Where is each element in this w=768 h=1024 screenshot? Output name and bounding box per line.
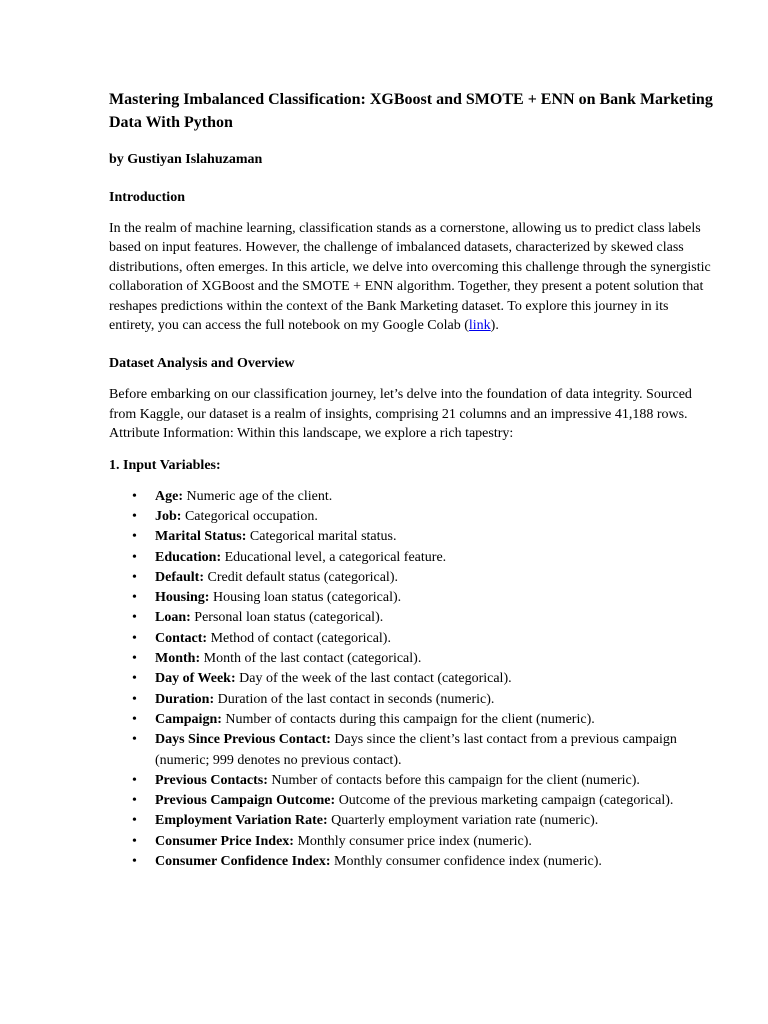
variable-description: Educational level, a categorical feature. bbox=[221, 549, 447, 565]
variable-description: Number of contacts before this campaign for the client (numeric). bbox=[267, 772, 640, 788]
variable-description: Personal loan status (categorical). bbox=[190, 610, 384, 626]
variable-term: Education: bbox=[155, 549, 222, 565]
variable-term: Default: bbox=[155, 569, 204, 585]
bullet-icon: • bbox=[132, 813, 137, 829]
introduction-paragraph bbox=[109, 219, 713, 335]
bullet-icon: • bbox=[132, 590, 137, 606]
variable-description: Number of contacts during this campaign for the client (numeric). bbox=[221, 711, 595, 727]
list-item bbox=[109, 690, 713, 710]
variable-term: Employment Variation Rate: bbox=[155, 813, 328, 829]
introduction-text-end: ). bbox=[490, 318, 499, 334]
variable-description: Month of the last contact (categorical). bbox=[200, 651, 422, 667]
bullet-icon: • bbox=[132, 569, 137, 585]
variable-description: Duration of the last contact in seconds (numeric). bbox=[214, 691, 495, 707]
variable-description: Credit default status (categorical). bbox=[204, 569, 398, 585]
bullet-icon: • bbox=[132, 488, 137, 504]
bullet-icon: • bbox=[132, 793, 137, 809]
list-item bbox=[109, 811, 713, 831]
bullet-icon: • bbox=[132, 549, 137, 565]
variable-term: Loan: bbox=[155, 610, 191, 626]
variable-description: Categorical occupation. bbox=[181, 508, 318, 524]
author-byline: by Gustiyan Islahuzaman bbox=[109, 152, 263, 167]
variable-description: Monthly consumer confidence index (numeric). bbox=[330, 854, 602, 869]
bullet-icon: • bbox=[132, 691, 137, 707]
introduction-heading: Introduction bbox=[109, 190, 185, 205]
bullet-icon: • bbox=[132, 610, 137, 626]
list-item bbox=[109, 852, 713, 872]
list-item bbox=[109, 629, 713, 649]
document-page bbox=[109, 88, 713, 872]
dataset-heading: Dataset Analysis and Overview bbox=[109, 356, 295, 372]
list-item bbox=[109, 507, 713, 527]
attribute-information-line: Attribute Information: Within this landscape, we explore a rich tapestry: bbox=[109, 426, 514, 442]
variable-description: Quarterly employment variation rate (numeric). bbox=[327, 813, 599, 829]
list-item bbox=[109, 588, 713, 608]
list-item bbox=[109, 710, 713, 730]
bullet-icon: • bbox=[132, 508, 137, 524]
variable-description: Categorical marital status. bbox=[246, 529, 397, 545]
list-item bbox=[109, 791, 713, 811]
bullet-icon: • bbox=[132, 529, 137, 545]
list-item bbox=[109, 527, 713, 547]
bullet-icon: • bbox=[132, 772, 137, 788]
bullet-icon: • bbox=[132, 630, 137, 646]
list-item bbox=[109, 730, 713, 771]
list-item bbox=[109, 568, 713, 588]
list-item bbox=[109, 669, 713, 689]
variable-term: Previous Campaign Outcome: bbox=[155, 793, 336, 809]
variable-term: Contact: bbox=[155, 630, 208, 646]
list-item bbox=[109, 487, 713, 507]
variable-term: Duration: bbox=[155, 691, 215, 707]
variable-term: Campaign: bbox=[155, 711, 222, 727]
variable-term: Day of Week: bbox=[155, 671, 236, 687]
variable-description: Days since the client’s last contact from a previous campaign (numeric; 999 denotes no previous contact). bbox=[155, 732, 677, 768]
variable-term: Previous Contacts: bbox=[155, 772, 268, 788]
bullet-icon: • bbox=[132, 854, 137, 869]
bullet-icon: • bbox=[132, 833, 137, 849]
variable-term: Marital Status: bbox=[155, 529, 247, 545]
document-title: Mastering Imbalanced Classification: XGBoost and SMOTE + ENN on Bank Marketing Data With Python bbox=[109, 91, 713, 131]
list-item bbox=[109, 832, 713, 852]
variable-term: Housing: bbox=[155, 590, 210, 606]
variable-term: Month: bbox=[155, 651, 201, 667]
variable-term: Days Since Previous Contact: bbox=[155, 732, 331, 748]
variable-term: Age: bbox=[155, 488, 183, 504]
variable-term: Consumer Confidence Index: bbox=[155, 854, 331, 869]
input-variables-heading: 1. Input Variables: bbox=[109, 457, 221, 473]
variable-description: Housing loan status (categorical). bbox=[209, 590, 402, 606]
variable-description: Outcome of the previous marketing campaign (categorical). bbox=[335, 793, 674, 809]
variable-description: Numeric age of the client. bbox=[183, 488, 333, 504]
colab-notebook-link[interactable]: link bbox=[468, 318, 491, 334]
bullet-icon: • bbox=[132, 671, 137, 687]
variable-term: Consumer Price Index: bbox=[155, 833, 294, 849]
list-item bbox=[109, 649, 713, 669]
variable-description: Monthly consumer price index (numeric). bbox=[293, 833, 532, 849]
bullet-icon: • bbox=[132, 732, 137, 748]
variable-term: Job: bbox=[155, 508, 182, 524]
dataset-paragraph: Before embarking on our classification journey, let’s delve into the foundation of data integrity. Sourced from Kaggle, our dataset is a realm of insights, comprising 21 columns and an impressive 41,188 rows. bbox=[109, 387, 692, 422]
introduction-text: In the realm of machine learning, classification stands as a cornerstone, allowing us to predict class labels based on input features. However, the challenge of imbalanced datasets, characterized by skewed class distributions, often emerges. In this article, we delve into overcoming this challenge through the synergistic collaboration of XGBoost and the SMOTE + ENN algorithm. Together, they present a potent solution that reshapes predictions within the context of the Bank Marketing dataset. To explore this journey in its entirety, you can access the full notebook on my Google Colab ( bbox=[109, 221, 711, 334]
variable-description: Method of contact (categorical). bbox=[207, 630, 391, 646]
list-item bbox=[109, 548, 713, 568]
list-item bbox=[109, 771, 713, 791]
bullet-icon: • bbox=[132, 651, 137, 667]
bullet-icon: • bbox=[132, 711, 137, 727]
input-variables-list bbox=[109, 487, 713, 873]
list-item bbox=[109, 608, 713, 628]
variable-description: Day of the week of the last contact (categorical). bbox=[235, 671, 512, 687]
